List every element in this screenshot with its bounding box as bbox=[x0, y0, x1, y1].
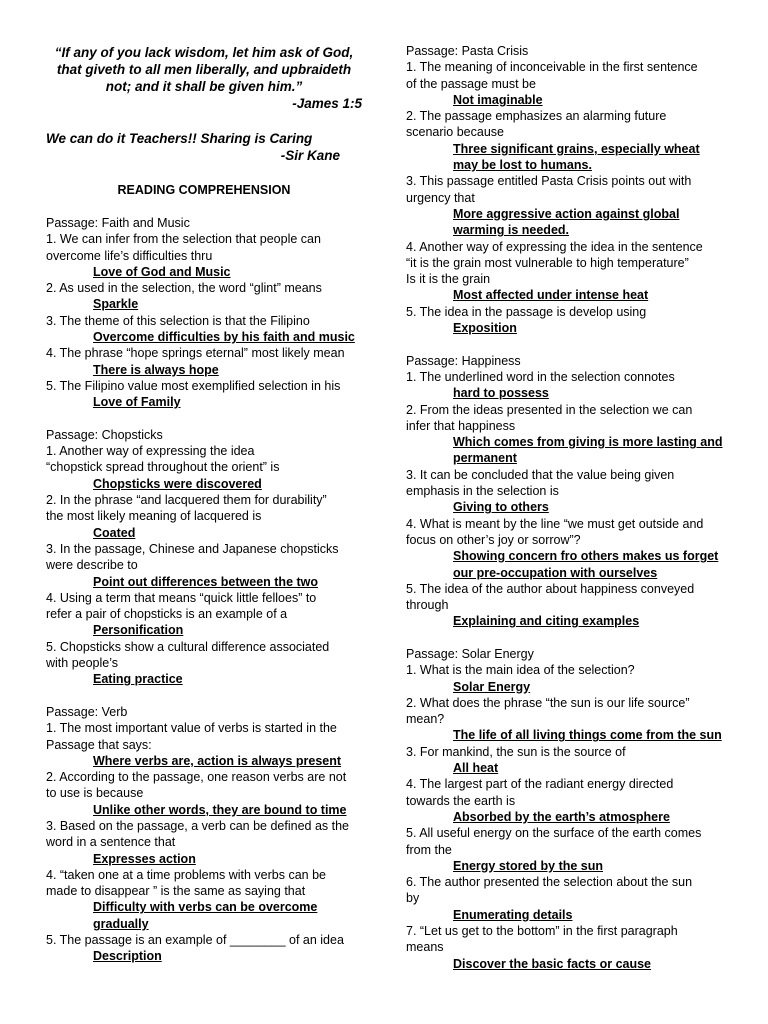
answer-text: Exposition bbox=[453, 321, 517, 336]
answer-text: Sparkle bbox=[93, 297, 139, 312]
question-line: 3. It can be concluded that the value being given bbox=[406, 467, 675, 482]
answer-line bbox=[406, 907, 724, 923]
passage-block bbox=[406, 646, 724, 972]
question-line: 2. According to the passage, one reason verbs are not bbox=[46, 770, 347, 785]
passage-title: Passage: Faith and Music bbox=[46, 216, 190, 230]
answer-line bbox=[46, 916, 362, 932]
answer-line bbox=[46, 899, 362, 915]
question-line: 7. “Let us get to the bottom” in the first paragraph bbox=[406, 924, 678, 939]
question-line: 5. The Filipino value most exemplified selection in his bbox=[46, 378, 341, 393]
question-line: “chopstick spread throughout the orient” is bbox=[46, 460, 280, 475]
question-line: 4. “taken one at a time problems with verbs can be bbox=[46, 867, 327, 882]
answer-text: may be lost to humans. bbox=[453, 158, 592, 173]
question-line: scenario because bbox=[406, 125, 504, 140]
answer-line bbox=[46, 264, 362, 280]
motto: We can do it Teachers!! Sharing is Caring bbox=[46, 131, 313, 146]
answer-text: Eating practice bbox=[93, 672, 183, 687]
question-line: 5. The idea of the author about happiness conveyed bbox=[406, 581, 695, 596]
answer-text: All heat bbox=[453, 761, 499, 776]
question-line: 4. Using a term that means “quick little felloes” to bbox=[46, 590, 317, 605]
answer-line bbox=[406, 809, 724, 825]
question-line: 2. As used in the selection, the word “glint” means bbox=[46, 281, 322, 296]
bible-quote-line: “If any of you lack wisdom, let him ask of God, bbox=[54, 45, 354, 60]
answer-line bbox=[46, 851, 362, 867]
answer-text: Energy stored by the sun bbox=[453, 858, 604, 873]
question-line: focus on other’s joy or sorrow”? bbox=[406, 532, 581, 547]
answer-line bbox=[406, 434, 724, 450]
answer-line bbox=[406, 613, 724, 629]
answer-text: Which comes from giving is more lasting and bbox=[453, 435, 723, 450]
question-line: urgency that bbox=[406, 190, 475, 205]
answer-text: Overcome difficulties by his faith and music bbox=[93, 330, 355, 345]
motto-signature: -Sir Kane bbox=[280, 148, 340, 163]
answer-text: Where verbs are, action is always present bbox=[93, 753, 342, 768]
answer-text: gradually bbox=[93, 916, 149, 931]
answer-text: permanent bbox=[453, 451, 517, 466]
answer-line bbox=[406, 760, 724, 776]
answer-line bbox=[46, 476, 362, 492]
right-passages bbox=[406, 43, 724, 972]
question-line: made to disappear ” is the same as saying that bbox=[46, 884, 306, 899]
answer-text: Expresses action bbox=[93, 851, 196, 866]
question-line: 2. In the phrase “and lacquered them for durability” bbox=[46, 493, 327, 508]
answer-line bbox=[406, 320, 724, 336]
answer-line bbox=[406, 141, 724, 157]
answer-line bbox=[46, 574, 362, 590]
answer-text: Three significant grains, especially wheat bbox=[453, 141, 700, 156]
question-line: 3. This passage entitled Pasta Crisis points out with bbox=[406, 174, 692, 189]
question-line: 4. The phrase “hope springs eternal” most likely mean bbox=[46, 346, 345, 361]
question-line: 3. The theme of this selection is that the Filipino bbox=[46, 313, 310, 328]
answer-line bbox=[406, 287, 724, 303]
question-line: towards the earth is bbox=[406, 793, 516, 808]
question-line: 1. We can infer from the selection that people can bbox=[46, 232, 321, 247]
answer-line bbox=[406, 450, 724, 466]
bible-quote-line: not; and it shall be given him.” bbox=[105, 79, 303, 94]
question-line: 5. The passage is an example of ________ of an idea bbox=[46, 933, 344, 948]
question-line: 5. Chopsticks show a cultural difference associated bbox=[46, 639, 330, 654]
section-title: READING COMPREHENSION bbox=[117, 183, 291, 197]
question-line: 3. In the passage, Chinese and Japanese chopsticks bbox=[46, 541, 339, 556]
passage-block bbox=[46, 427, 362, 688]
question-line: by bbox=[406, 891, 420, 906]
answer-line bbox=[46, 802, 362, 818]
question-line: through bbox=[406, 598, 449, 613]
question-line: 3. For mankind, the sun is the source of bbox=[406, 744, 626, 759]
answer-line bbox=[46, 948, 362, 964]
answer-text: Explaining and citing examples bbox=[453, 614, 640, 629]
question-line: Is it is the grain bbox=[406, 272, 491, 287]
answer-line bbox=[406, 858, 724, 874]
answer-line bbox=[406, 548, 724, 564]
passage-title: Passage: Solar Energy bbox=[406, 646, 534, 661]
answer-line bbox=[46, 671, 362, 687]
answer-line bbox=[406, 222, 724, 238]
question-line: with people’s bbox=[46, 656, 119, 671]
question-line: from the bbox=[406, 842, 452, 857]
question-line: word in a sentence that bbox=[46, 835, 176, 850]
answer-line bbox=[46, 394, 362, 410]
right-column bbox=[406, 0, 724, 988]
answer-text: Description bbox=[93, 949, 162, 964]
question-line: overcome life’s difficulties thru bbox=[46, 248, 213, 263]
answer-text: The life of all living things come from the sun bbox=[453, 728, 722, 743]
answer-line bbox=[46, 329, 362, 345]
question-line: 4. Another way of expressing the idea in the sentence bbox=[406, 239, 703, 254]
answer-text: Point out differences between the two bbox=[93, 574, 319, 589]
question-line: 2. What does the phrase “the sun is our life source” bbox=[406, 695, 690, 710]
question-line: 1. What is the main idea of the selection? bbox=[406, 663, 635, 678]
answer-text: Personification bbox=[93, 623, 184, 638]
passage-block bbox=[46, 704, 362, 965]
answer-line bbox=[46, 296, 362, 312]
passage-title: Passage: Pasta Crisis bbox=[406, 44, 529, 58]
question-line: the most likely meaning of lacquered is bbox=[46, 509, 262, 524]
question-line: 1. The underlined word in the selection connotes bbox=[406, 369, 675, 384]
question-line: infer that happiness bbox=[406, 418, 516, 433]
answer-line bbox=[406, 727, 724, 743]
answer-line bbox=[46, 622, 362, 638]
question-line: 5. All useful energy on the surface of the earth comes bbox=[406, 826, 702, 841]
answer-text: There is always hope bbox=[93, 362, 219, 377]
passage-title: Passage: Chopsticks bbox=[46, 427, 163, 442]
answer-text: Showing concern fro others makes us forget bbox=[453, 549, 719, 564]
question-line: means bbox=[406, 940, 444, 955]
bible-quote-line: that giveth to all men liberally, and upbraideth bbox=[56, 62, 352, 77]
answer-text: our pre-occupation with ourselves bbox=[453, 565, 658, 580]
question-line: refer a pair of chopsticks is an example of a bbox=[46, 607, 288, 622]
answer-text: Chopsticks were discovered bbox=[93, 476, 262, 491]
answer-line bbox=[46, 753, 362, 769]
question-line: 1. The meaning of inconceivable in the first sentence bbox=[406, 60, 698, 75]
answer-line bbox=[406, 565, 724, 581]
question-line: Passage that says: bbox=[46, 737, 152, 752]
answer-line bbox=[406, 206, 724, 222]
question-line: of the passage must be bbox=[406, 76, 536, 91]
passage-block bbox=[46, 215, 362, 411]
answer-text: warming is needed. bbox=[453, 223, 570, 238]
answer-text: More aggressive action against global bbox=[453, 206, 680, 221]
question-line: 2. From the ideas presented in the selection we can bbox=[406, 402, 693, 417]
question-line: 1. Another way of expressing the idea bbox=[46, 444, 255, 459]
answer-text: Coated bbox=[93, 525, 136, 540]
answer-line bbox=[46, 525, 362, 541]
answer-text: Not imaginable bbox=[453, 92, 543, 107]
answer-line bbox=[406, 499, 724, 515]
question-line: 5. The idea in the passage is develop using bbox=[406, 304, 647, 319]
answer-line bbox=[46, 362, 362, 378]
question-line: were describe to bbox=[46, 558, 138, 573]
answer-text: Absorbed by the earth’s atmosphere bbox=[453, 809, 670, 824]
passage-block bbox=[406, 353, 724, 630]
question-line: 1. The most important value of verbs is started in the bbox=[46, 721, 337, 736]
answer-line bbox=[406, 157, 724, 173]
answer-text: Love of Family bbox=[93, 395, 181, 410]
passage-block bbox=[406, 43, 724, 336]
answer-text: Discover the basic facts or cause bbox=[453, 956, 652, 971]
question-line: 2. The passage emphasizes an alarming future bbox=[406, 109, 667, 124]
question-line: to use is because bbox=[46, 786, 144, 801]
passage-title: Passage: Verb bbox=[46, 704, 128, 719]
quote-attribution: -James 1:5 bbox=[292, 96, 362, 111]
passage-title: Passage: Happiness bbox=[406, 353, 521, 368]
question-line: emphasis in the selection is bbox=[406, 484, 559, 499]
question-line: 3. Based on the passage, a verb can be defined as the bbox=[46, 818, 349, 833]
question-line: “it is the grain most vulnerable to high temperature” bbox=[406, 255, 689, 270]
answer-line bbox=[406, 385, 724, 401]
left-column bbox=[46, 0, 362, 981]
answer-text: Difficulty with verbs can be overcome bbox=[93, 900, 318, 915]
answer-text: Enumerating details bbox=[453, 907, 573, 922]
question-line: mean? bbox=[406, 712, 445, 727]
answer-text: hard to possess bbox=[453, 386, 549, 401]
question-line: 4. What is meant by the line “we must get outside and bbox=[406, 516, 704, 531]
answer-text: Most affected under intense heat bbox=[453, 288, 649, 303]
answer-text: Solar Energy bbox=[453, 679, 531, 694]
question-line: 4. The largest part of the radiant energy directed bbox=[406, 777, 674, 792]
answer-text: Giving to others bbox=[453, 500, 549, 515]
answer-line bbox=[406, 679, 724, 695]
left-passages bbox=[46, 215, 362, 965]
answer-text: Unlike other words, they are bound to time bbox=[93, 802, 347, 817]
answer-line bbox=[406, 92, 724, 108]
question-line: 6. The author presented the selection about the sun bbox=[406, 875, 693, 890]
answer-text: Love of God and Music bbox=[93, 264, 231, 279]
answer-line bbox=[406, 956, 724, 972]
